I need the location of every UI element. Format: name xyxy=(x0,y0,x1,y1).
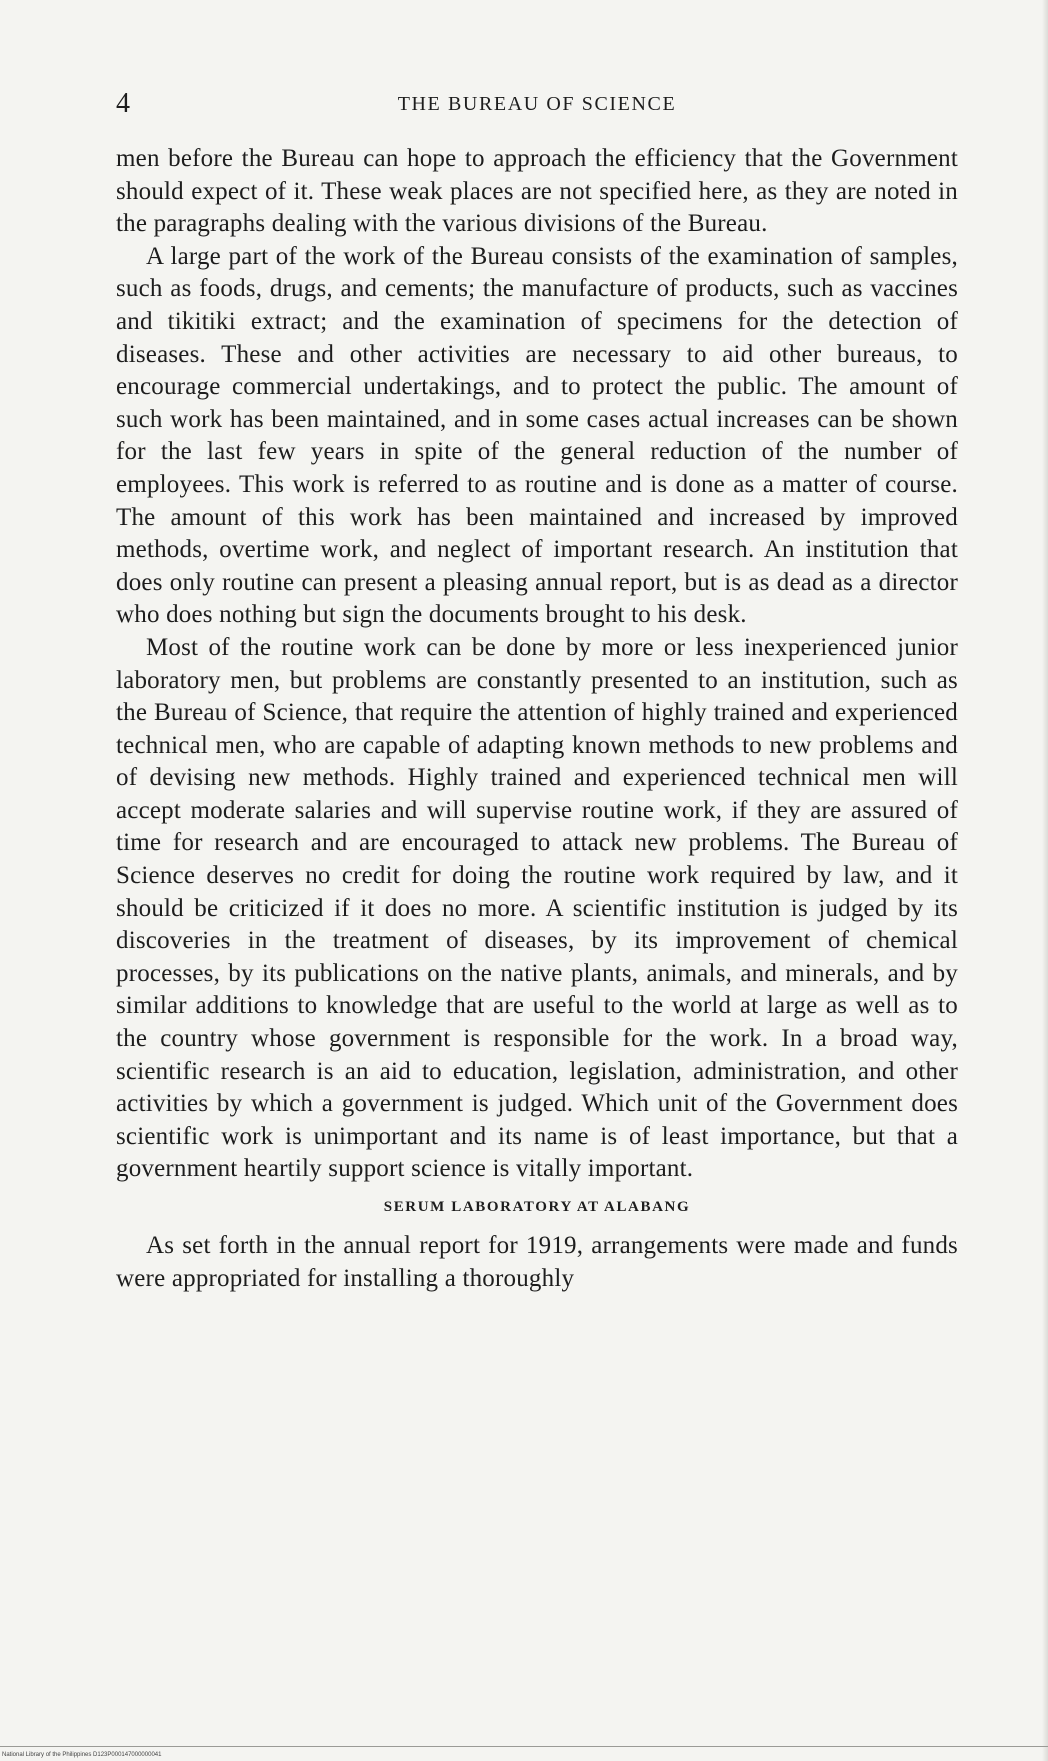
page-edge-shadow xyxy=(1042,0,1048,1761)
page-number: 4 xyxy=(116,88,130,119)
paragraph-scientific-research: Most of the routine work can be done by more or less inexperienced junior laboratory men, but problems are constantly presented to an institution, such as the Bureau of Science, that require the attention of highly trained and experienced technical men, who are capable of adapting known methods to new problems and of devising new methods. Highly trained and experienced technical men will accept moderate salaries and will supervise routine work, if they are assured of time for research and are encouraged to attack new problems. The Bureau of Science deserves no credit for doing the routine work required by law, and it should be criticized if it does no more. A scientific institution is judged by its discoveries in the treatment of diseases, by its improvement of chemical processes, by its publications on the native plants, animals, and minerals, and by similar additions to knowledge that are useful to the world at large as well as to the country whose government is responsible for the work. In a broad way, scientific research is an aid to education, legislation, administration, and other activities by which a government is judged. Which unit of the Government does scientific work is unimportant and its name is of least importance, but that a government heartily support science is vitally important. xyxy=(116,633,958,1183)
footer-rule xyxy=(0,1746,1048,1747)
body-text xyxy=(116,143,958,1295)
page-header xyxy=(116,86,958,122)
running-head: THE BUREAU OF SCIENCE xyxy=(397,93,677,115)
section-heading: SERUM LABORATORY AT ALABANG xyxy=(383,1199,691,1215)
paragraph-serum-laboratory: As set forth in the annual report for 1919, arrangements were made and funds were appropriated for installing a thoroughly xyxy=(116,1232,958,1292)
paragraph-continued: men before the Bureau can hope to approach the efficiency that the Government should expect of it. These weak places are not specified here, as they are noted in the paragraphs dealing with the various divisions of the Bureau. xyxy=(116,145,958,238)
paragraph-routine-work: A large part of the work of the Bureau consists of the examination of samples, such as foods, drugs, and cements; the manufacture of products, such as vaccines and tikitiki extract; and the examination of specimens for the detection of diseases. These and other activities are necessary to aid other bureaus, to encourage commercial undertakings, and to protect the public. The amount of such work has been maintained, and in some cases actual increases can be shown for the last few years in spite of the general reduction of the number of employees. This work is referred to as routine and is done as a matter of course. The amount of this work has been maintained and increased by improved methods, overtime work, and neglect of important research. An institution that does only routine can present a pleasing annual report, but is as dead as a director who does nothing but sign the documents brought to his desk. xyxy=(116,242,958,629)
footer-source-note: National Library of the Philippines D123P000147000000041 xyxy=(2,1752,162,1758)
